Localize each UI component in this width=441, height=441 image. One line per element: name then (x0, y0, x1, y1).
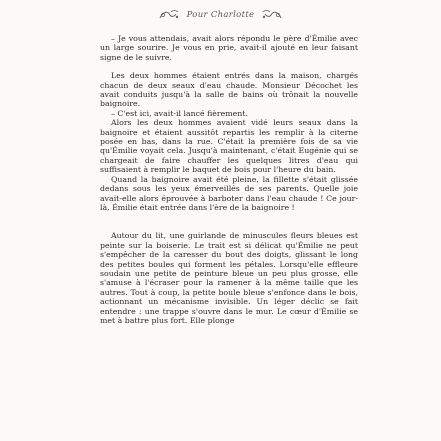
right-floral-ornament-icon (261, 6, 283, 25)
left-floral-ornament-icon (158, 6, 180, 25)
paragraph: Alors les deux hommes avaient vidé leurs seaux dans la baignoire et étaient aussitôt repartis les remplir à la citerne posée en bas, dans la rue. C'était la première fois de sa vie qu'Émilie voyait cela. Jusqu'à maintenant, c'était Eugénie qui se chargeait de faire chauffer les quelques litres d'eau qui suffisaient à remplir le baquet de bois pour l'heure du bain. (100, 118, 358, 175)
running-title: Pour Charlotte (186, 10, 255, 20)
running-header (0, 8, 441, 22)
paragraph: Les deux hommes étaient entrés dans la maison, chargés chacun de deux seaux d'eau chaude. Monsieur Décochet les avait conduits jusqu'à la salle de bains où trônait la nouvelle baignoire. (100, 71, 358, 109)
paragraph: – Je vous attendais, avait alors répondu le père d'Émilie avec un large sourire. Je vous en prie, avait-il ajouté en leur faisant signe de le suivre. (100, 34, 358, 62)
paragraph: – C'est ici, avait-il lancé fièrement. (111, 108, 248, 118)
paragraph: Autour du lit, une guirlande de minuscules fleurs bleues est peinte sur la boiserie. Le trait est si délicat qu'Émilie ne peut s'empêcher de la caresser du bout des doigts, glissant le long des petites boules qui forment les pétales. Lorsqu'elle effleure soudain une petite de peinture bleue un peu plus grosse, elle s'amuse à l'écraser pour la ramener à la même taille que les autres. Tout à coup, la petite boule bleue s'enfonce dans le bois, actionnant un mécanisme invisible. Un léger déclic se fait entendre : une trappe s'ouvre dans le mur. Le cœur d'Émilie se met à battre plus fort. Elle plonge (100, 231, 358, 325)
body-text (100, 34, 358, 325)
paragraph: Quand la baignoire avait été pleine, la fillette s'était glissée dedans sous les yeux émerveillés de ses parents. Quelle joie avait-elle alors éprouvée à barboter dans l'eau chaude ! Ce jour-là, Émilie était entrée dans l'ère de la baignoire ! (100, 174, 358, 212)
